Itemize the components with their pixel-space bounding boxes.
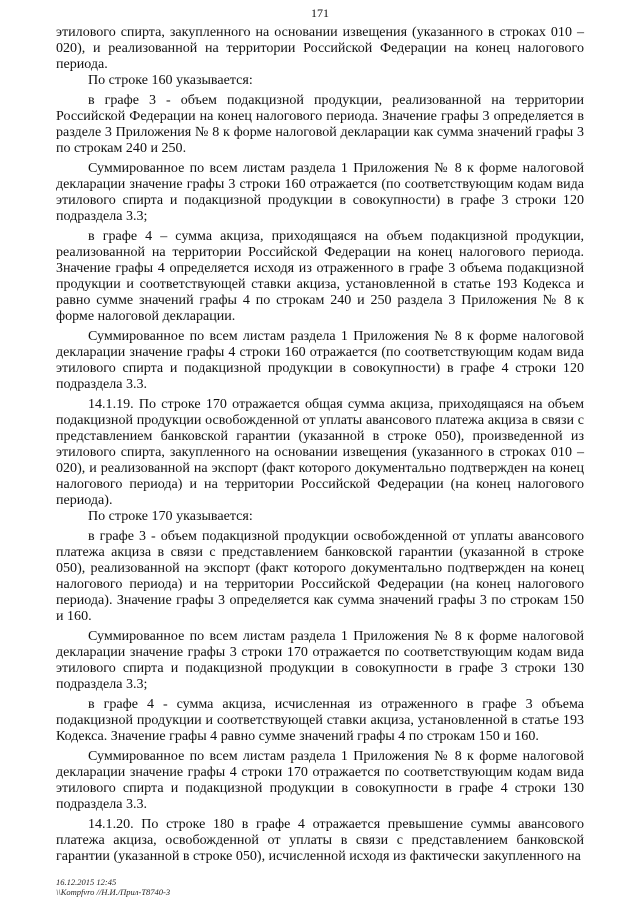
paragraph: в графе 4 – сумма акциза, приходящаяся на объем подакцизной продукции, реализованной на территории Российской Федерации на конец налогового периода. Значение графы 4 определяется исходя из отраженного в графе 3 объема подакцизной продукции и соответствующей ставки акциза, установленной в статье 193 Кодекса и равно сумме значений графы 4 по строкам 240 и 250 раздела 3 Приложения № 8 к форме налоговой декларации.: [56, 228, 584, 324]
paragraph: Суммированное по всем листам раздела 1 Приложения № 8 к форме налоговой декларации значение графы 4 строки 170 отражается по соответствующим кодам вида этилового спирта и подакцизной продукции в совокупности в графе 4 строки 130 подраздела 3.3.: [56, 748, 584, 812]
footer: [56, 877, 170, 897]
footer-timestamp: 16.12.2015 12:45: [56, 877, 117, 887]
paragraph: По строке 170 указывается:: [88, 508, 253, 524]
paragraph: в графе 3 - объем подакцизной продукции, реализованной на территории Российской Федерации на конец налогового периода. Значение графы 3 определяется в разделе 3 Приложения № 8 к форме налоговой декларации как сумма значений графы 3 по строкам 240 и 250.: [56, 92, 584, 156]
paragraph: Суммированное по всем листам раздела 1 Приложения № 8 к форме налоговой декларации значение графы 3 строки 170 отражается по соответствующим кодам вида этилового спирта и подакцизной продукции в совокупности в графе 3 строки 130 подраздела 3.3;: [56, 628, 584, 692]
paragraph: Суммированное по всем листам раздела 1 Приложения № 8 к форме налоговой декларации значение графы 4 строки 160 отражается (по соответствующим кодам вида этилового спирта и подакцизной продукции в совокупности) в графе 4 строки 120 подраздела 3.3.: [56, 328, 584, 392]
paragraph: этилового спирта, закупленного на основании извещения (указанного в строках 010 – 020), и реализованной на территории Российской Федерации на конец налогового периода.: [56, 24, 584, 72]
paragraph: Суммированное по всем листам раздела 1 Приложения № 8 к форме налоговой декларации значение графы 3 строки 160 отражается (по соответствующим кодам вида этилового спирта и подакцизной продукции в совокупности) в графе 3 строки 120 подраздела 3.3;: [56, 160, 584, 224]
page-number: 171: [311, 6, 329, 20]
paragraph: 14.1.20. По строке 180 в графе 4 отражается превышение суммы авансового платежа акциза, освобожденной от уплаты в связи с представлением банковской гарантии (указанной в строке 050), исчисленной исходя из фактически закупленного на: [56, 816, 584, 864]
document-body: [56, 24, 584, 864]
paragraph: 14.1.19. По строке 170 отражается общая сумма акциза, приходящаяся на объем подакцизной продукции освобожденной от уплаты авансового платежа акциза в связи с представлением банковской гарантии (указанной в строке 050), произведенной из этилового спирта, закупленного на основании извещения (указанного в строках 010 – 020), и реализованной на экспорт (факт которого документально подтвержден на конец налогового периода) и на территории Российской Федерации (на конец налогового периода).: [56, 396, 584, 508]
paragraph: По строке 160 указывается:: [88, 72, 253, 88]
footer-file-path: \\Kompfvro //Н.И./Прил-T8740-3: [56, 887, 171, 897]
paragraph: в графе 3 - объем подакцизной продукции освобожденной от уплаты авансового платежа акциза в связи с представлением банковской гарантии (указанной в строке 050), реализованной на экспорт (факт которого документально подтвержден на конец налогового периода) и на территории Российской Федерации (на конец налогового периода). Значение графы 3 определяется как сумма значений графы 3 по строкам 150 и 160.: [56, 528, 584, 624]
paragraph: в графе 4 - сумма акциза, исчисленная из отраженного в графе 3 объема подакцизной продукции и соответствующей ставки акциза, установленной в статье 193 Кодекса. Значение графы 4 равно сумме значений графы 4 по строкам 150 и 160.: [56, 696, 584, 744]
